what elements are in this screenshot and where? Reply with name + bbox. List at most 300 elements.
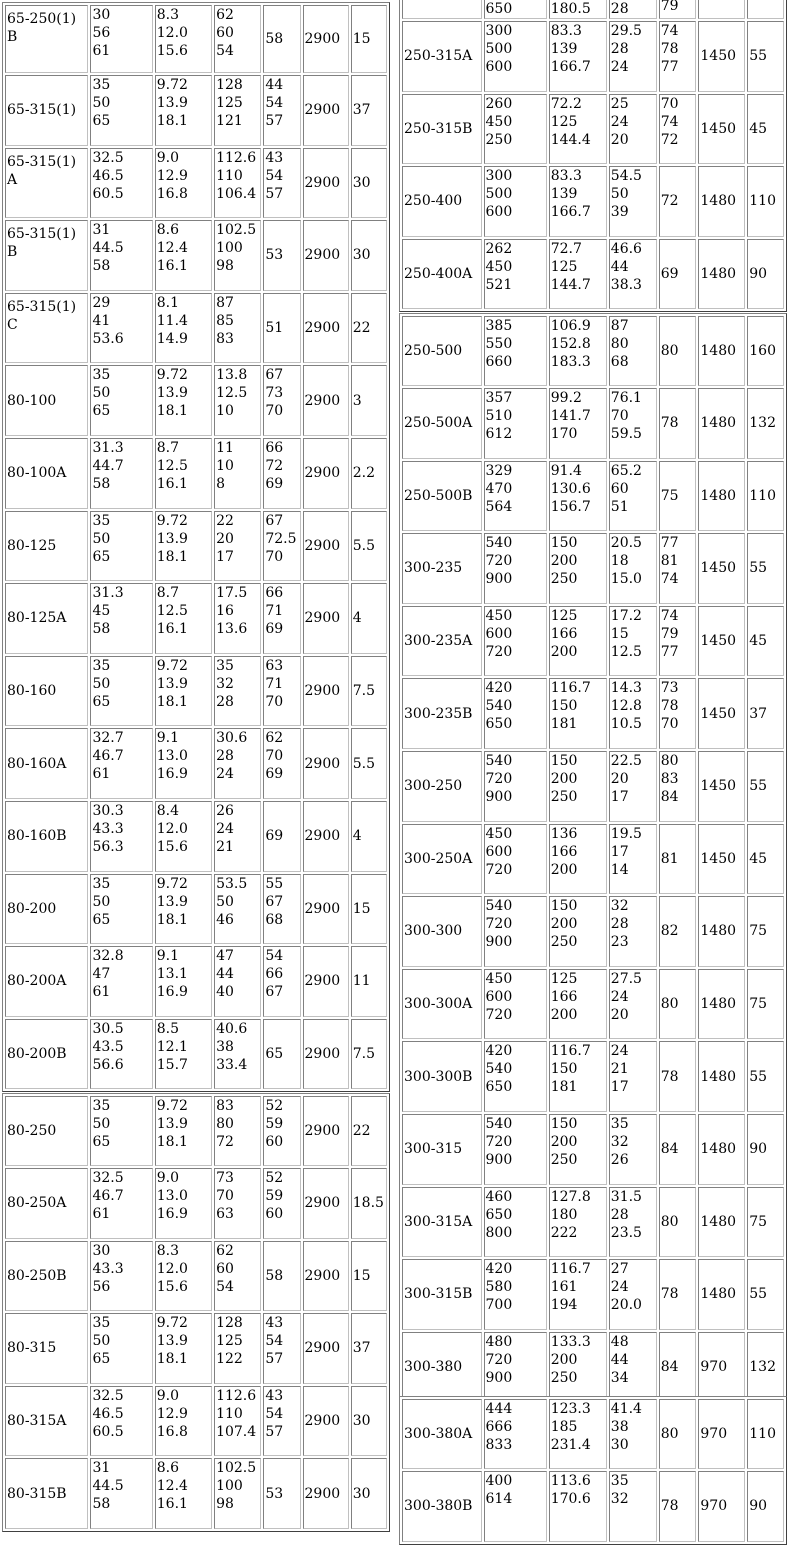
flow-m3h-value: 600 [485, 204, 513, 221]
flow-m3h-value: 58 [92, 621, 111, 638]
speed-rpm: 1480 [698, 969, 745, 1040]
head-m-value: 38 [610, 1419, 629, 1435]
pump-model: 80-250A [5, 1168, 88, 1239]
pump-model: 80-315A [5, 1386, 88, 1457]
speed-rpm: 970 [698, 1399, 745, 1469]
flow-m3h [90, 656, 152, 727]
efficiency-value: 54 [265, 1405, 284, 1422]
head-m-value: 28 [610, 41, 629, 57]
flow-ls [155, 365, 212, 436]
efficiency-value: 54 [265, 95, 284, 111]
flow-m3h [484, 1332, 547, 1403]
flow-ls-value: 8.6 [156, 1460, 180, 1477]
head-m [214, 1019, 261, 1090]
flow-ls-value: 13.9 [156, 95, 188, 111]
flow-m3h [90, 801, 152, 872]
efficiency [263, 75, 300, 146]
head-m-value: 32 [610, 898, 629, 915]
flow-m3h-value: 56.6 [92, 1056, 124, 1073]
efficiency [263, 365, 300, 436]
flow-m3h-value: 46.7 [92, 1188, 124, 1204]
efficiency [659, 1041, 697, 1112]
efficiency-value: 54 [265, 1333, 284, 1350]
head-m-value: 14 [610, 861, 629, 878]
efficiency [263, 1313, 300, 1384]
efficiency-value: 53 [265, 1485, 284, 1502]
pump-model: 300-235B [402, 678, 482, 749]
head-m-value: 48 [610, 1333, 629, 1350]
table-row [402, 461, 784, 532]
speed-rpm: 2900 [303, 5, 349, 73]
efficiency [659, 1332, 697, 1403]
flow-ls-value: 15.6 [156, 1278, 188, 1295]
flow-ls [549, 94, 607, 165]
head-m-value: 87 [216, 294, 234, 311]
flow-ls-value: 9.72 [156, 367, 188, 384]
flow-ls-value: 136 [550, 825, 578, 842]
speed-rpm: 2900 [303, 220, 349, 291]
efficiency-value: 67 [265, 367, 284, 384]
flow-ls-value: 14.9 [156, 330, 188, 347]
speed-rpm: 1480 [698, 1187, 745, 1258]
pump-model-line: 65-315(1) [7, 226, 77, 243]
flow-ls [155, 1168, 212, 1239]
efficiency-value: 52 [265, 1098, 284, 1114]
head-m-value: 17.2 [610, 607, 642, 624]
flow-ls-value: 12.4 [156, 1478, 188, 1495]
head-m-value: 40 [216, 984, 234, 1001]
flow-ls-value: 12.4 [156, 240, 188, 257]
head-m-value: 83 [216, 330, 234, 347]
flow-ls-value: 12.1 [156, 1038, 188, 1055]
efficiency-value: 79 [660, 0, 679, 14]
flow-ls [155, 293, 212, 364]
head-m-value: 12.8 [610, 698, 642, 715]
flow-ls-value: 16.9 [156, 984, 188, 1001]
head-m-value: 22 [216, 512, 234, 529]
head-m-value: 98 [216, 258, 234, 275]
efficiency-value: 73 [265, 385, 284, 402]
flow-m3h [90, 1096, 152, 1166]
flow-m3h [484, 606, 547, 677]
speed-rpm: 1480 [698, 239, 745, 310]
table-row [5, 801, 387, 872]
efficiency-value: 54 [265, 948, 284, 965]
motor-power-kw: 3 [351, 365, 387, 436]
efficiency [659, 1187, 697, 1258]
speed-rpm: 2900 [303, 365, 349, 436]
flow-ls-value: 16.1 [156, 258, 188, 275]
flow-m3h [90, 1241, 152, 1312]
flow-m3h-value: 60.5 [92, 185, 124, 202]
speed-rpm: 1450 [698, 21, 745, 92]
flow-ls-value: 18.1 [156, 693, 188, 710]
efficiency [659, 824, 697, 895]
head-m [609, 239, 657, 310]
motor-power-kw: 15 [351, 5, 387, 73]
head-m-value: 44 [610, 258, 629, 275]
flow-m3h-value: 420 [485, 680, 513, 697]
flow-ls [155, 1241, 212, 1312]
head-m-value: 44 [610, 1351, 629, 1368]
flow-m3h [484, 239, 547, 310]
flow-ls-value: 161 [550, 1279, 578, 1296]
flow-m3h-value: 30.3 [92, 802, 124, 819]
head-m-value: 98 [216, 1496, 234, 1513]
efficiency-value: 80 [660, 343, 679, 359]
head-m-value: 27.5 [610, 970, 642, 987]
pump-model: 80-125 [5, 511, 88, 582]
speed-rpm: 2900 [303, 583, 349, 654]
flow-ls [549, 1471, 607, 1542]
head-m-value: 10 [216, 457, 234, 474]
table-row [402, 94, 784, 165]
flow-ls-value: 156.7 [550, 498, 591, 515]
flow-m3h-value: 720 [485, 553, 513, 570]
flow-ls-value: 13.0 [156, 748, 188, 765]
flow-m3h-value: 32.5 [92, 149, 124, 166]
efficiency [263, 801, 300, 872]
head-m-value: 54 [216, 43, 234, 59]
flow-m3h [484, 94, 547, 165]
speed-rpm: 1450 [698, 533, 745, 604]
head-m-value: 28 [216, 693, 234, 710]
motor-power-kw: 75 [747, 896, 784, 967]
flow-m3h [484, 316, 547, 386]
efficiency-value: 74 [660, 113, 679, 130]
flow-m3h-value: 612 [485, 426, 513, 442]
head-m-value: 73 [216, 1170, 234, 1186]
flow-ls-value: 166.7 [550, 204, 591, 221]
motor-power-kw: 160 [747, 316, 784, 386]
flow-m3h-value: 65 [92, 403, 111, 420]
flow-ls-value: 13.9 [156, 1333, 188, 1350]
flow-ls-value: 72.2 [550, 95, 582, 112]
head-m [609, 751, 657, 822]
pump-model: 250-315B [402, 94, 482, 165]
flow-ls-value: 18.1 [156, 113, 188, 129]
efficiency [263, 220, 300, 291]
flow-ls-value: 8.4 [156, 802, 180, 819]
table-row [5, 220, 387, 291]
flow-m3h-value: 600 [485, 988, 513, 1005]
speed-rpm: 1480 [698, 461, 745, 532]
head-m [214, 1313, 261, 1384]
efficiency-value: 51 [265, 320, 284, 337]
head-m [214, 75, 261, 146]
efficiency-value: 44 [265, 77, 284, 93]
table-row [402, 678, 784, 749]
flow-ls-value: 170 [550, 426, 578, 442]
head-m-value: 24 [216, 820, 234, 837]
head-m-value: 106.4 [216, 185, 257, 202]
flow-ls-value: 12.9 [156, 1405, 188, 1422]
flow-ls-value: 12.0 [156, 1260, 188, 1277]
efficiency-value: 43 [265, 1387, 284, 1404]
head-m-value: 32 [610, 1491, 629, 1507]
head-m-value: 65.2 [610, 462, 642, 479]
flow-m3h [484, 1399, 547, 1469]
efficiency-value: 77 [660, 643, 679, 660]
efficiency [263, 874, 300, 945]
flow-m3h-value: 833 [485, 1437, 513, 1453]
flow-ls-value: 9.72 [156, 657, 188, 674]
head-m-value: 70 [610, 408, 629, 424]
flow-m3h-value [486, 1508, 545, 1526]
table-row [402, 1187, 784, 1258]
motor-power-kw: 15 [351, 874, 387, 945]
efficiency-value: 67 [265, 893, 284, 910]
flow-m3h [90, 1386, 152, 1457]
efficiency-value: 57 [265, 1423, 284, 1440]
flow-m3h-value: 500 [485, 41, 513, 57]
flow-ls-value: 200 [550, 1351, 578, 1368]
speed-rpm: 1480 [698, 1041, 745, 1112]
flow-m3h-value: 420 [485, 1043, 513, 1060]
flow-ls-value: 18.1 [156, 403, 188, 420]
flow-m3h-value: 32.8 [92, 948, 124, 965]
head-m-value: 102.5 [216, 1460, 257, 1477]
head-m [214, 1168, 261, 1239]
flow-ls-value: 15.6 [156, 43, 188, 59]
flow-m3h-value: 900 [485, 571, 513, 588]
pump-model: 300-250A [402, 824, 482, 895]
flow-ls [155, 1096, 212, 1166]
flow-m3h-value: 450 [485, 970, 513, 987]
flow-m3h-value: 47 [92, 966, 111, 983]
head-m-value: 110 [216, 1405, 243, 1422]
flow-ls-value: 123.3 [550, 1401, 591, 1417]
head-m-value: 25 [610, 95, 629, 112]
motor-power-kw: 132 [747, 388, 784, 459]
table-row [5, 148, 387, 219]
head-m [609, 166, 657, 237]
table-row [402, 896, 784, 967]
head-m [214, 220, 261, 291]
head-m-value: 87 [610, 318, 629, 334]
flow-ls-value: 9.0 [156, 1170, 180, 1186]
flow-m3h-value: 540 [485, 1115, 513, 1132]
flow-m3h [484, 824, 547, 895]
head-m-value: 85 [216, 312, 234, 329]
flow-m3h [90, 293, 152, 364]
head-m-value: 17 [610, 788, 629, 805]
flow-m3h-value: 480 [485, 1333, 513, 1350]
flow-m3h-value: 50 [92, 675, 111, 692]
efficiency [263, 1168, 300, 1239]
flow-ls [549, 0, 607, 19]
table-row [402, 1332, 784, 1403]
flow-m3h-value: 580 [485, 1279, 513, 1296]
table-row [402, 166, 784, 237]
flow-m3h-value: 58 [92, 258, 111, 275]
right-spec-table-0 [399, 0, 787, 312]
flow-ls-value: 13.0 [156, 1188, 188, 1204]
flow-m3h [90, 1168, 152, 1239]
flow-ls [155, 75, 212, 146]
flow-m3h-value: 650 [485, 1206, 513, 1223]
table-row [5, 656, 387, 727]
table-row [402, 239, 784, 310]
flow-ls-value: 150 [550, 898, 578, 915]
head-m-value: 100 [216, 240, 243, 257]
head-m [609, 94, 657, 165]
flow-ls [549, 239, 607, 310]
flow-ls [155, 1458, 212, 1529]
flow-m3h-value: 300 [485, 23, 513, 39]
head-m-value: 110 [216, 167, 243, 184]
table-row [402, 969, 784, 1040]
flow-ls-value: 125 [550, 258, 578, 275]
flow-m3h [90, 1019, 152, 1090]
head-m-value: 125 [216, 1333, 243, 1350]
flow-ls-value: 8.3 [156, 7, 180, 23]
flow-m3h-value: 900 [485, 788, 513, 805]
table-row [5, 874, 387, 945]
flow-m3h [90, 75, 152, 146]
flow-m3h [484, 1114, 547, 1185]
flow-m3h-value: 300 [485, 168, 513, 185]
speed-rpm: 2900 [303, 511, 349, 582]
flow-ls-value: 8.1 [156, 294, 180, 311]
head-m [609, 1187, 657, 1258]
table-row [402, 388, 784, 459]
pump-model: 80-160A [5, 728, 88, 799]
efficiency-value: 60 [265, 1134, 284, 1150]
flow-ls [155, 148, 212, 219]
flow-ls [549, 316, 607, 386]
flow-ls [155, 801, 212, 872]
efficiency-value: 69 [265, 621, 284, 638]
head-m-value: 76.1 [610, 390, 642, 406]
flow-m3h-value: 65 [92, 113, 111, 129]
flow-m3h-value: 61 [92, 766, 111, 783]
speed-rpm: 1450 [698, 824, 745, 895]
flow-ls-value: 200 [550, 643, 578, 660]
pump-model: 300-300A [402, 969, 482, 1040]
flow-ls [549, 1259, 607, 1330]
table-row [402, 1471, 784, 1542]
head-m-value: 28 [216, 748, 234, 765]
efficiency-value: 71 [265, 603, 284, 620]
flow-m3h [90, 365, 152, 436]
flow-m3h [484, 166, 547, 237]
speed-rpm: 2900 [303, 293, 349, 364]
efficiency-value: 66 [265, 439, 284, 456]
flow-m3h-value: 720 [485, 916, 513, 933]
head-m-value: 13.8 [216, 367, 248, 384]
head-m-value: 24 [610, 59, 629, 75]
flow-ls [549, 21, 607, 92]
flow-ls-value: 99.2 [550, 390, 582, 406]
pump-model [5, 148, 88, 219]
efficiency [659, 606, 697, 677]
flow-m3h [90, 511, 152, 582]
flow-m3h-value: 31 [92, 1460, 111, 1477]
flow-m3h-value: 900 [485, 934, 513, 951]
flow-ls-value: 16.1 [156, 1496, 188, 1513]
efficiency-value: 70 [265, 403, 284, 420]
pump-model: 300-300B [402, 1041, 482, 1112]
flow-m3h-value: 250 [485, 131, 513, 148]
motor-power-kw: 90 [747, 1471, 784, 1542]
head-m-value: 41.4 [610, 1401, 642, 1417]
flow-m3h-value: 56 [92, 1278, 111, 1295]
pump-model-line: B [7, 244, 18, 261]
efficiency-value: 53 [265, 247, 284, 264]
speed-rpm: 2900 [303, 1458, 349, 1529]
flow-ls-value: 113.6 [550, 1473, 591, 1489]
head-m [214, 365, 261, 436]
motor-power-kw: 37 [351, 1313, 387, 1384]
head-m-value: 125 [216, 95, 243, 111]
flow-m3h-value: 58 [92, 475, 111, 492]
pump-model: 300-315 [402, 1114, 482, 1185]
pump-model: 250-315A [402, 21, 482, 92]
head-m-value: 122 [216, 1351, 243, 1368]
pump-model: 300-380 [402, 1332, 482, 1403]
flow-ls-value: 83.3 [550, 23, 582, 39]
pump-model [5, 5, 88, 73]
flow-m3h-value: 720 [485, 643, 513, 660]
head-m-value: 29.5 [610, 23, 642, 39]
efficiency-value: 78 [660, 1068, 679, 1085]
table-row [5, 5, 387, 73]
head-m-value: 32 [610, 1133, 629, 1150]
flow-m3h-value: 720 [485, 770, 513, 787]
flow-m3h [484, 21, 547, 92]
head-m-value: 20 [610, 1006, 629, 1023]
head-m-value: 27 [610, 1261, 629, 1278]
flow-ls [155, 946, 212, 1017]
flow-ls-value: 180.5 [550, 1, 591, 17]
efficiency-value: 60 [265, 1206, 284, 1222]
efficiency-value: 69 [265, 475, 284, 492]
flow-ls [155, 220, 212, 291]
pump-model: 80-100 [5, 365, 88, 436]
flow-ls [155, 874, 212, 945]
flow-m3h-value: 50 [92, 1333, 111, 1350]
motor-power-kw: 45 [747, 94, 784, 165]
table-row [402, 824, 784, 895]
table-row [5, 1313, 387, 1384]
efficiency-value: 72 [660, 193, 679, 210]
flow-ls-value: 16.9 [156, 766, 188, 783]
pump-model-line: 65-315(1) [7, 298, 77, 315]
head-m-value: 35 [216, 657, 234, 674]
table-row [402, 1259, 784, 1330]
flow-m3h-value: 460 [485, 1188, 513, 1205]
table-row [5, 946, 387, 1017]
efficiency-value: 66 [265, 966, 284, 983]
efficiency-value: 67 [265, 512, 284, 529]
flow-ls [549, 678, 607, 749]
head-m-value: 102.5 [216, 222, 257, 239]
head-m-value: 26 [610, 1151, 629, 1168]
motor-power-kw: 55 [747, 1259, 784, 1330]
flow-m3h-value: 58 [92, 1496, 111, 1513]
flow-ls-value: 133.3 [550, 1333, 591, 1350]
head-m-value: 62 [216, 1242, 234, 1259]
flow-ls-value: 116.7 [550, 1043, 591, 1060]
head-m-value: 18 [610, 553, 629, 570]
speed-rpm: 2900 [303, 1019, 349, 1090]
head-m-value: 12.5 [610, 643, 642, 660]
flow-ls-value: 250 [550, 571, 578, 588]
head-m [609, 969, 657, 1040]
flow-m3h-value: 540 [485, 535, 513, 552]
flow-m3h-value: 564 [485, 498, 513, 515]
